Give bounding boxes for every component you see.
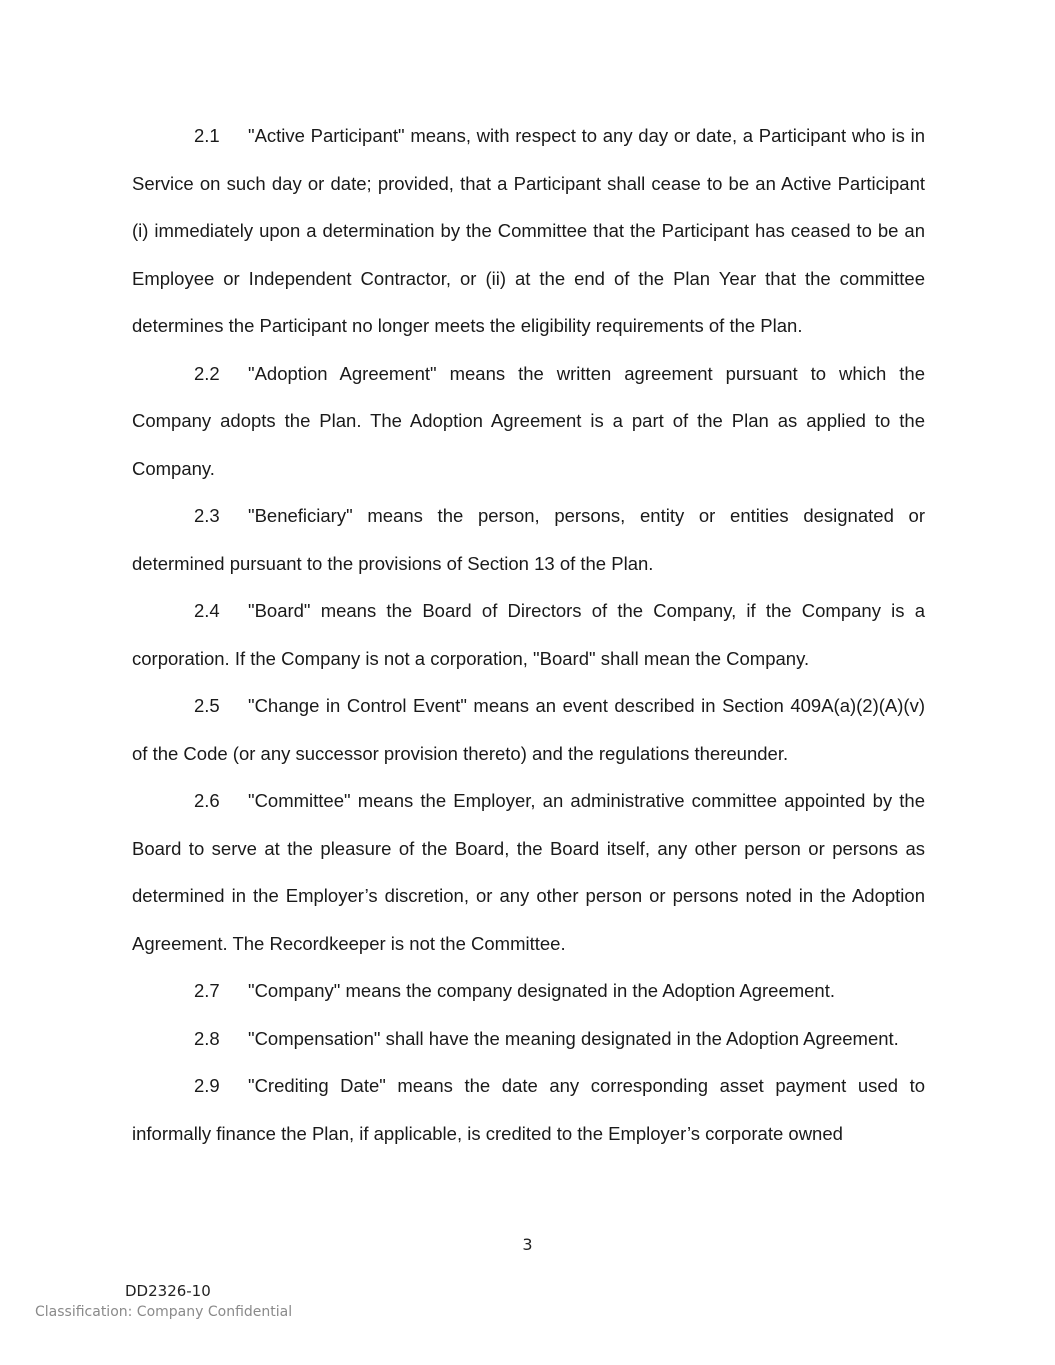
section-text: "Compensation" shall have the meaning designated in the Adoption Agreement. bbox=[248, 1027, 899, 1049]
section-2-6 bbox=[132, 777, 925, 967]
section-text: "Active Participant" means, with respect to any day or date, a Participant who is in Service on such day or date; provided, that a Participant shall cease to be an Active Participant (i) immediately upon a determination by the Committee that the Participant has ceased to be an Employee or Independent Contractor, or (ii) at the end of the Plan Year that the committee determines the Participant no longer meets the eligibility requirements of the Plan. bbox=[132, 125, 925, 336]
section-2-3 bbox=[132, 492, 925, 587]
section-number: 2.4 bbox=[194, 600, 220, 621]
section-number: 2.1 bbox=[194, 125, 220, 146]
section-text: "Board" means the Board of Directors of the Company, if the Company is a corporation. If the Company is not a corporation, "Board" shall mean the Company. bbox=[132, 600, 925, 669]
section-2-7 bbox=[132, 967, 925, 1015]
section-number: 2.6 bbox=[194, 790, 220, 811]
section-text: "Adoption Agreement" means the written agreement pursuant to which the Company adopts the Plan. The Adoption Agreement is a part of the Plan as applied to the Company. bbox=[132, 362, 925, 479]
section-2-4 bbox=[132, 587, 925, 682]
section-2-5 bbox=[132, 682, 925, 777]
section-text: "Beneficiary" means the person, persons, entity or entities designated or determined pursuant to the provisions of Section 13 of the Plan. bbox=[132, 505, 925, 574]
section-text: "Crediting Date" means the date any corresponding asset payment used to informally finance the Plan, if applicable, is credited to the Employer’s corporate owned bbox=[132, 1075, 925, 1144]
section-number: 2.5 bbox=[194, 695, 220, 716]
section-number: 2.9 bbox=[194, 1075, 220, 1096]
section-number: 2.7 bbox=[194, 980, 220, 1001]
section-text: "Change in Control Event" means an event described in Section 409A(a)(2)(A)(v) of the Code (or any successor provision thereto) and the regulations thereunder. bbox=[132, 695, 925, 764]
document-body bbox=[132, 112, 925, 1157]
section-text: "Committee" means the Employer, an administrative committee appointed by the Board to serve at the pleasure of the Board, the Board itself, any other person or persons as determined in the Employer’s discretion, or any other person or persons noted in the Adoption Agreement. The Recordkeeper is not the Committee. bbox=[132, 790, 925, 954]
section-number: 2.3 bbox=[194, 505, 220, 526]
document-id: DD2326-10 bbox=[125, 1282, 211, 1300]
classification-label: Classification: Company Confidential bbox=[35, 1304, 293, 1320]
section-2-1 bbox=[132, 112, 925, 350]
page-number: 3 bbox=[522, 1235, 533, 1254]
section-number: 2.8 bbox=[194, 1027, 220, 1049]
section-2-8 bbox=[132, 1015, 925, 1063]
section-2-9 bbox=[132, 1062, 925, 1157]
section-number: 2.2 bbox=[194, 362, 220, 384]
section-text: "Company" means the company designated in the Adoption Agreement. bbox=[248, 980, 836, 1001]
section-2-2 bbox=[132, 350, 925, 493]
